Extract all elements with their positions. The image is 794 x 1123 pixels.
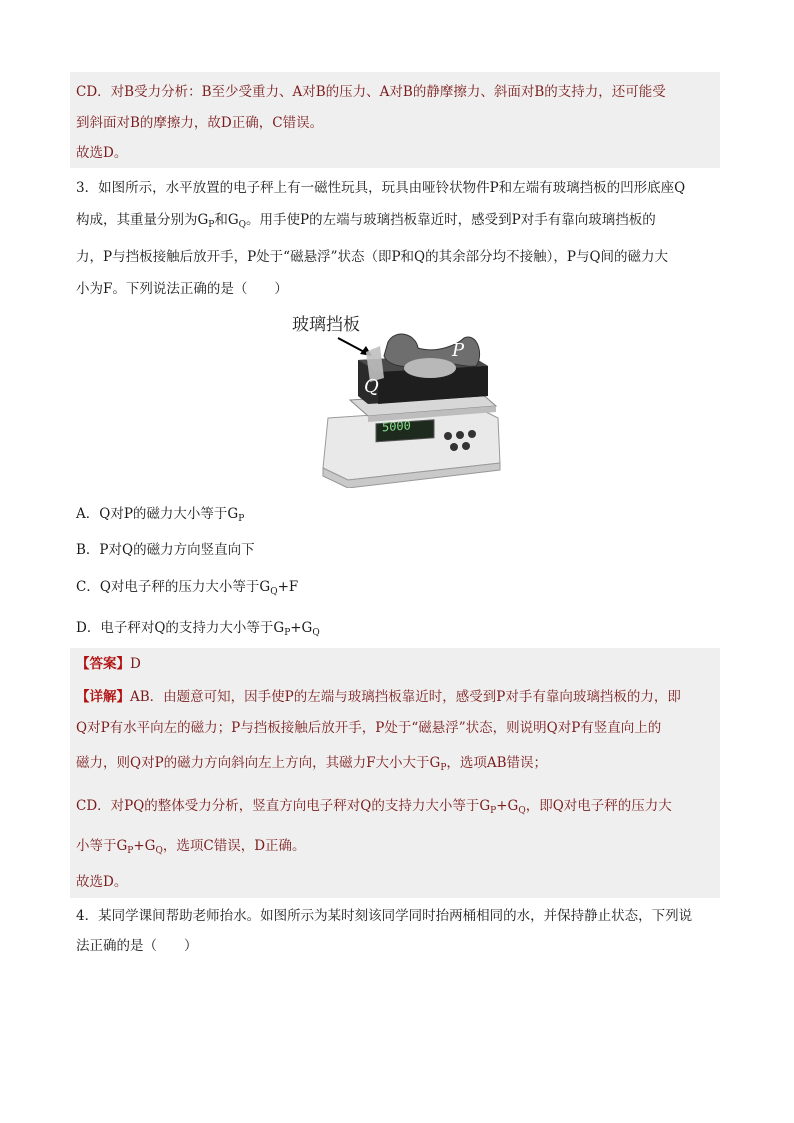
- detail-line: 【详解】AB．由题意可知，因手使P的左端与玻璃挡板靠近时，感受到P对手有靠向玻璃挡板的力，即: [76, 689, 681, 705]
- scale-display: 5000: [382, 418, 411, 435]
- detail-line: Q对P有水平向左的磁力；P与挡板接触后放开手，P处于“磁悬浮”状态，则说明Q对P有竖直向上的: [76, 720, 662, 736]
- detail-conclusion: 故选D。: [76, 874, 128, 890]
- analysis-line: 到斜面对B的摩擦力，故D正确，C错误。: [76, 115, 324, 131]
- question-4-line: 4．某同学课间帮助老师抬水。如图所示为某时刻该同学同时抬两桶相同的水，并保持静止状态，下列说: [76, 908, 693, 924]
- q-label: Q: [364, 376, 379, 397]
- question-3-line: 小为F。下列说法正确的是（ ）: [76, 281, 288, 297]
- scale-illustration: [288, 308, 518, 488]
- option-b: B．P对Q的磁力方向竖直向下: [76, 542, 255, 558]
- question-3-line: 力，P与挡板接触后放开手，P处于“磁悬浮”状态（即P和Q的其余部分均不接触），P与Q间的磁力大: [76, 249, 669, 265]
- scale-figure: [288, 308, 518, 488]
- answer-line: 【答案】D: [76, 656, 141, 672]
- question-4-line: 法正确的是（ ）: [76, 938, 198, 954]
- analysis-conclusion: 故选D。: [76, 145, 128, 161]
- question-3-line: 构成，其重量分别为$G_P$和$G_Q$。用手使P的左端与玻璃挡板靠近时，感受到P对手有靠向玻璃挡板的: [76, 212, 656, 230]
- option-d: D．电子秤对Q的支持力大小等于$G_P+G_Q$: [76, 620, 320, 638]
- detail-line: 小等于$G_P+G_Q$，选项C错误，D正确。: [76, 838, 306, 856]
- question-3-line: 3．如图所示，水平放置的电子秤上有一磁性玩具，玩具由哑铃状物件P和左端有玻璃挡板的凹形底座Q: [76, 180, 686, 196]
- p-label: P: [452, 340, 465, 361]
- detail-line: CD．对PQ的整体受力分析，竖直方向电子秤对Q的支持力大小等于$G_P+G_Q$，即Q对电子秤的压力大: [76, 798, 672, 816]
- option-c: C．Q对电子秤的压力大小等于$G_Q+F$: [76, 579, 299, 597]
- analysis-line: CD．对B受力分析：B至少受重力、A对B的压力、A对B的静摩擦力、斜面对B的支持力，还可能受: [76, 84, 666, 100]
- option-a: A．Q对P的磁力大小等于$G_P$: [76, 506, 245, 524]
- glass-label: 玻璃挡板: [292, 315, 360, 334]
- detail-line: 磁力，则Q对P的磁力方向斜向左上方向，其磁力F大小大于$G_P$，选项AB错误；: [76, 755, 548, 773]
